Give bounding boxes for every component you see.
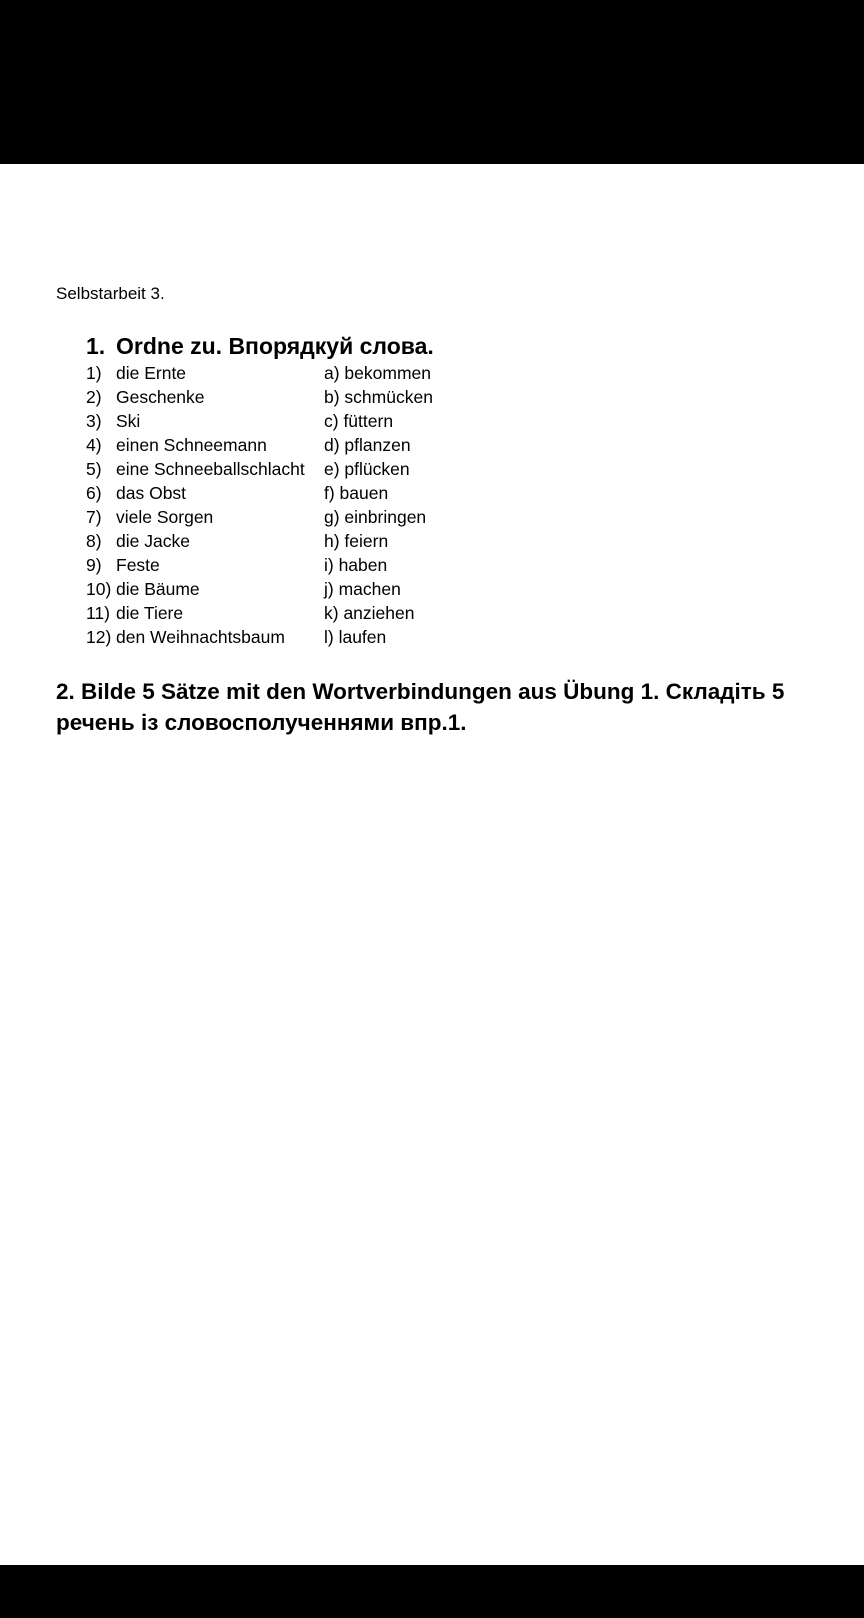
item-number: 8) xyxy=(86,531,102,551)
item-number: 11) xyxy=(86,603,110,623)
item-number: 7) xyxy=(86,507,102,527)
list-item xyxy=(86,529,486,553)
item-number: 12) xyxy=(86,627,112,647)
list-item xyxy=(86,409,486,433)
item-number: 9) xyxy=(86,555,102,575)
list-item xyxy=(86,553,486,577)
item-verb: b) schmücken xyxy=(324,387,433,407)
list-item xyxy=(86,457,486,481)
exercise-1-title: Ordne zu. Впорядкуй слова. xyxy=(116,333,434,359)
item-phrase: einen Schneemann xyxy=(116,435,267,455)
item-phrase: den Weihnachtsbaum xyxy=(116,627,285,647)
item-verb: l) laufen xyxy=(324,627,387,647)
item-verb: h) feiern xyxy=(324,531,389,551)
item-phrase: das Obst xyxy=(116,483,187,503)
item-verb: g) einbringen xyxy=(324,507,427,527)
item-verb: e) pflücken xyxy=(324,459,410,479)
exercise-1-heading xyxy=(86,332,434,360)
item-phrase: viele Sorgen xyxy=(116,507,214,527)
item-number: 4) xyxy=(86,435,102,455)
list-item xyxy=(86,433,486,457)
item-phrase: die Jacke xyxy=(116,531,190,551)
item-verb: c) füttern xyxy=(324,411,394,431)
item-phrase: die Tiere xyxy=(116,603,184,623)
item-number: 3) xyxy=(86,411,102,431)
item-verb: a) bekommen xyxy=(324,363,431,383)
item-verb: i) haben xyxy=(324,555,388,575)
document-title: Selbstarbeit 3. xyxy=(56,284,165,303)
top-black-bar xyxy=(0,0,864,164)
list-item xyxy=(86,601,486,625)
exercise-1-number: 1. xyxy=(86,333,106,359)
item-verb: f) bauen xyxy=(324,483,389,503)
list-item xyxy=(86,361,486,385)
item-number: 1) xyxy=(86,363,102,383)
list-item xyxy=(86,577,486,601)
item-number: 5) xyxy=(86,459,102,479)
exercise-2-text: 2. Bilde 5 Sätze mit den Wortverbindungen aus Übung 1. Складіть 5 речень із словосполученнями впр.1. xyxy=(56,679,785,735)
item-phrase: die Ernte xyxy=(116,363,187,383)
item-phrase: Geschenke xyxy=(116,387,205,407)
bottom-black-bar xyxy=(0,1565,864,1618)
item-phrase: Feste xyxy=(116,555,160,575)
item-verb: j) machen xyxy=(324,579,401,599)
list-item xyxy=(86,481,486,505)
item-number: 6) xyxy=(86,483,102,503)
item-verb: k) anziehen xyxy=(324,603,415,623)
item-phrase: Ski xyxy=(116,411,141,431)
item-phrase: eine Schneeballschlacht xyxy=(116,459,305,479)
list-item xyxy=(86,385,486,409)
item-phrase: die Bäume xyxy=(116,579,200,599)
list-item xyxy=(86,505,486,529)
item-number: 2) xyxy=(86,387,102,407)
item-number: 10) xyxy=(86,579,112,599)
list-item xyxy=(86,625,486,649)
item-verb: d) pflanzen xyxy=(324,435,411,455)
matching-list xyxy=(86,361,486,649)
